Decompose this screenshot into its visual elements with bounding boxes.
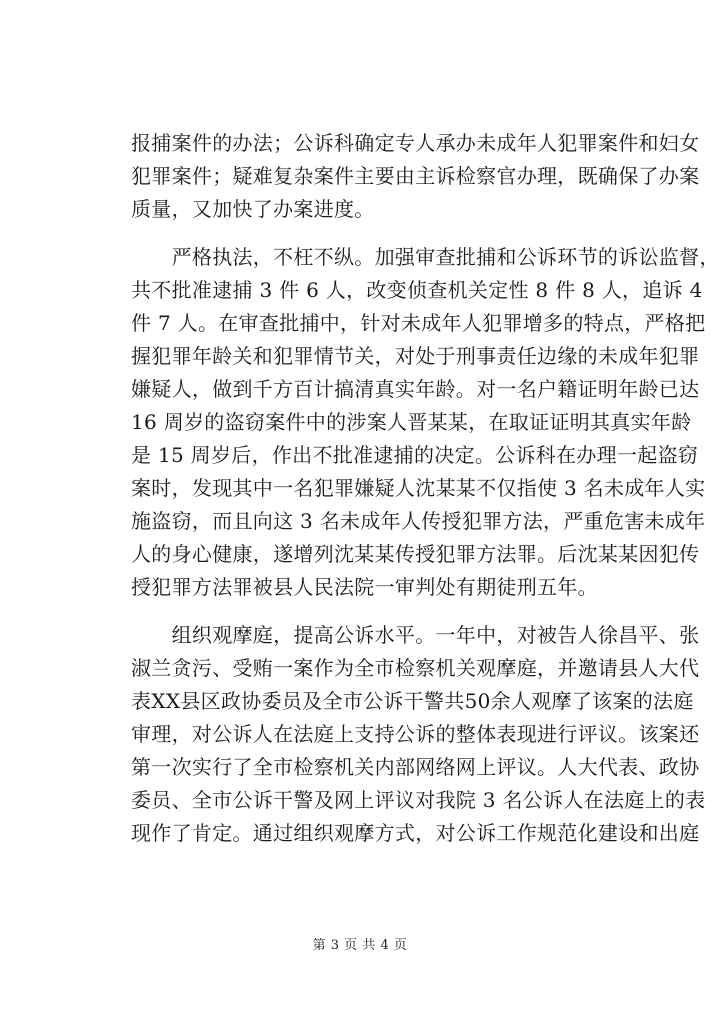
- text-line: 16 周岁的盗窃案件中的涉案人晋某某，在取证证明其真实年龄: [131, 410, 692, 434]
- text-line: 共不批准逮捕 3 件 6 人，改变侦查机关定性 8 件 8 人，追诉 4: [131, 278, 703, 302]
- text-line: 施盗窃，而且向这 3 名未成年人传授犯罪方法，严重危害未成年: [131, 509, 706, 533]
- text-line: 委员、全市公诉干警及网上评议对我院 3 名公诉人在法庭上的表: [131, 788, 706, 812]
- text-line: 人的身心健康，遂增列沈某某传授犯罪方法罪。后沈某某因犯传: [131, 542, 700, 566]
- text-line: 现作了肯定。通过组织观摩方式，对公诉工作规范化建设和出庭: [131, 821, 700, 845]
- text-line: 组织观摩庭，提高公诉水平。一年中，对被告人徐昌平、张: [131, 623, 700, 647]
- text-line: 报捕案件的办法；公诉科确定专人承办未成年人犯罪案件和妇女: [131, 131, 700, 155]
- text-line: 审理，对公诉人在法庭上支持公诉的整体表现进行评议。该案还: [131, 722, 700, 746]
- text-line: 表XX县区政协委员及全市公诉干警共50余人观摩了该案的法庭: [131, 689, 694, 713]
- text-line: 第一次实行了全市检察机关内部网络网上评议。人大代表、政协: [131, 755, 700, 779]
- text-line: 嫌疑人，做到千方百计搞清真实年龄。对一名户籍证明年龄已达: [131, 377, 700, 401]
- page-number-footer: 第 3 页 共 4 页: [312, 938, 408, 953]
- text-line: 淑兰贪污、受贿一案作为全市检察机关观摩庭，并邀请县人大代: [131, 656, 700, 680]
- text-line: 件 7 人。在审查批捕中，针对未成年人犯罪增多的特点，严格把: [131, 311, 706, 335]
- text-line: 握犯罪年龄关和犯罪情节关，对处于刑事责任边缘的未成年犯罪: [131, 344, 700, 368]
- text-line: 授犯罪方法罪被县人民法院一审判处有期徒刑五年。: [131, 575, 598, 599]
- text-line: 犯罪案件；疑难复杂案件主要由主诉检察官办理，既确保了办案: [131, 164, 700, 188]
- text-line: 是 15 周岁后，作出不批准逮捕的决定。公诉科在办理一起盗窃: [131, 443, 699, 467]
- text-line: 案时，发现其中一名犯罪嫌疑人沈某某不仅指使 3 名未成年人实: [131, 476, 706, 500]
- text-line: 严格执法，不枉不纵。加强审查批捕和公诉环节的诉讼监督，: [131, 245, 720, 269]
- text-line: 质量，又加快了办案进度。: [131, 197, 375, 221]
